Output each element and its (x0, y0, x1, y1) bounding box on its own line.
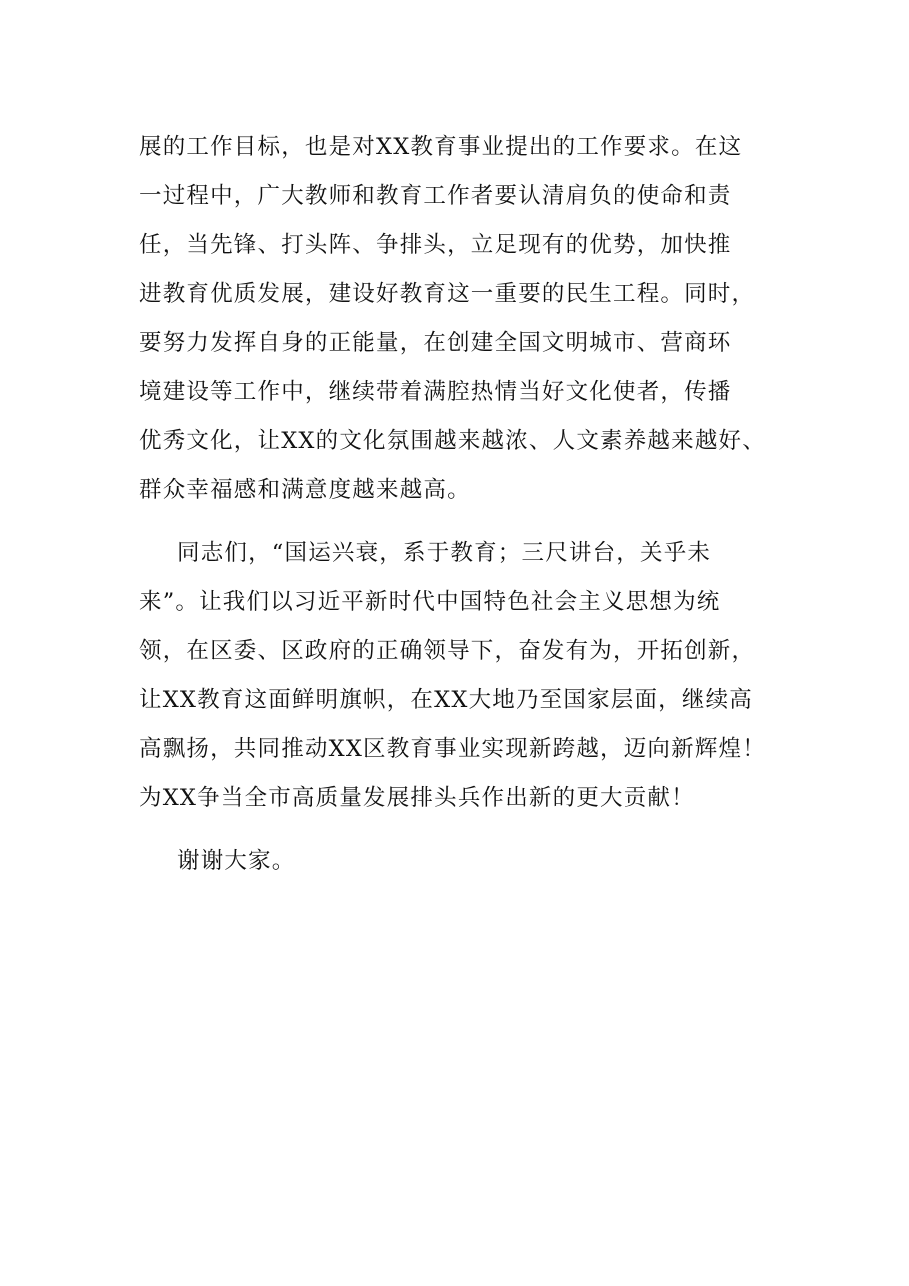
text-line: 境建设等工作中，继续带着满腔热情当好文化使者，传播 (139, 379, 732, 405)
text-line: 进教育优质发展，建设好教育这一重要的民生工程。同时， (139, 281, 756, 307)
paragraph-spacer (139, 823, 779, 837)
text-line: 同志们，“国运兴衰，系于教育；三尺讲台，关乎未 (177, 540, 712, 566)
text-line: 让XX教育这面鲜明旗帜，在XX大地乃至国家层面，继续高 (139, 687, 753, 713)
text-line: 来”。让我们以习近平新时代中国特色社会主义思想为统 (139, 589, 721, 615)
paragraph-1 (139, 123, 779, 515)
paragraph-2 (139, 529, 779, 823)
text-line: 高飘扬，共同推动XX区教育事业实现新跨越，迈向新辉煌！ (139, 736, 766, 762)
paragraph-spacer (139, 515, 779, 529)
paragraph-3 (139, 837, 779, 886)
text-line: 要努力发挥自身的正能量，在创建全国文明城市、营商环 (139, 330, 732, 356)
text-line: 群众幸福感和满意度越来越高。 (139, 477, 471, 503)
text-line: 领，在区委、区政府的正确领导下，奋发有为，开拓创新， (139, 638, 756, 664)
text-line: 为XX争当全市高质量发展排头兵作出新的更大贡献！ (139, 785, 695, 811)
text-line: 展的工作目标，也是对XX教育事业提出的工作要求。在这 (139, 134, 743, 160)
text-line: 优秀文化，让XX的文化氛围越来越浓、人文素养越来越好、 (139, 428, 766, 454)
closing-line: 谢谢大家。 (177, 848, 296, 874)
text-line: 任，当先锋、打头阵、争排头，立足现有的优势，加快推 (139, 232, 732, 258)
body-text (139, 123, 779, 886)
text-line: 一过程中，广大教师和教育工作者要认清肩负的使命和责 (139, 183, 732, 209)
